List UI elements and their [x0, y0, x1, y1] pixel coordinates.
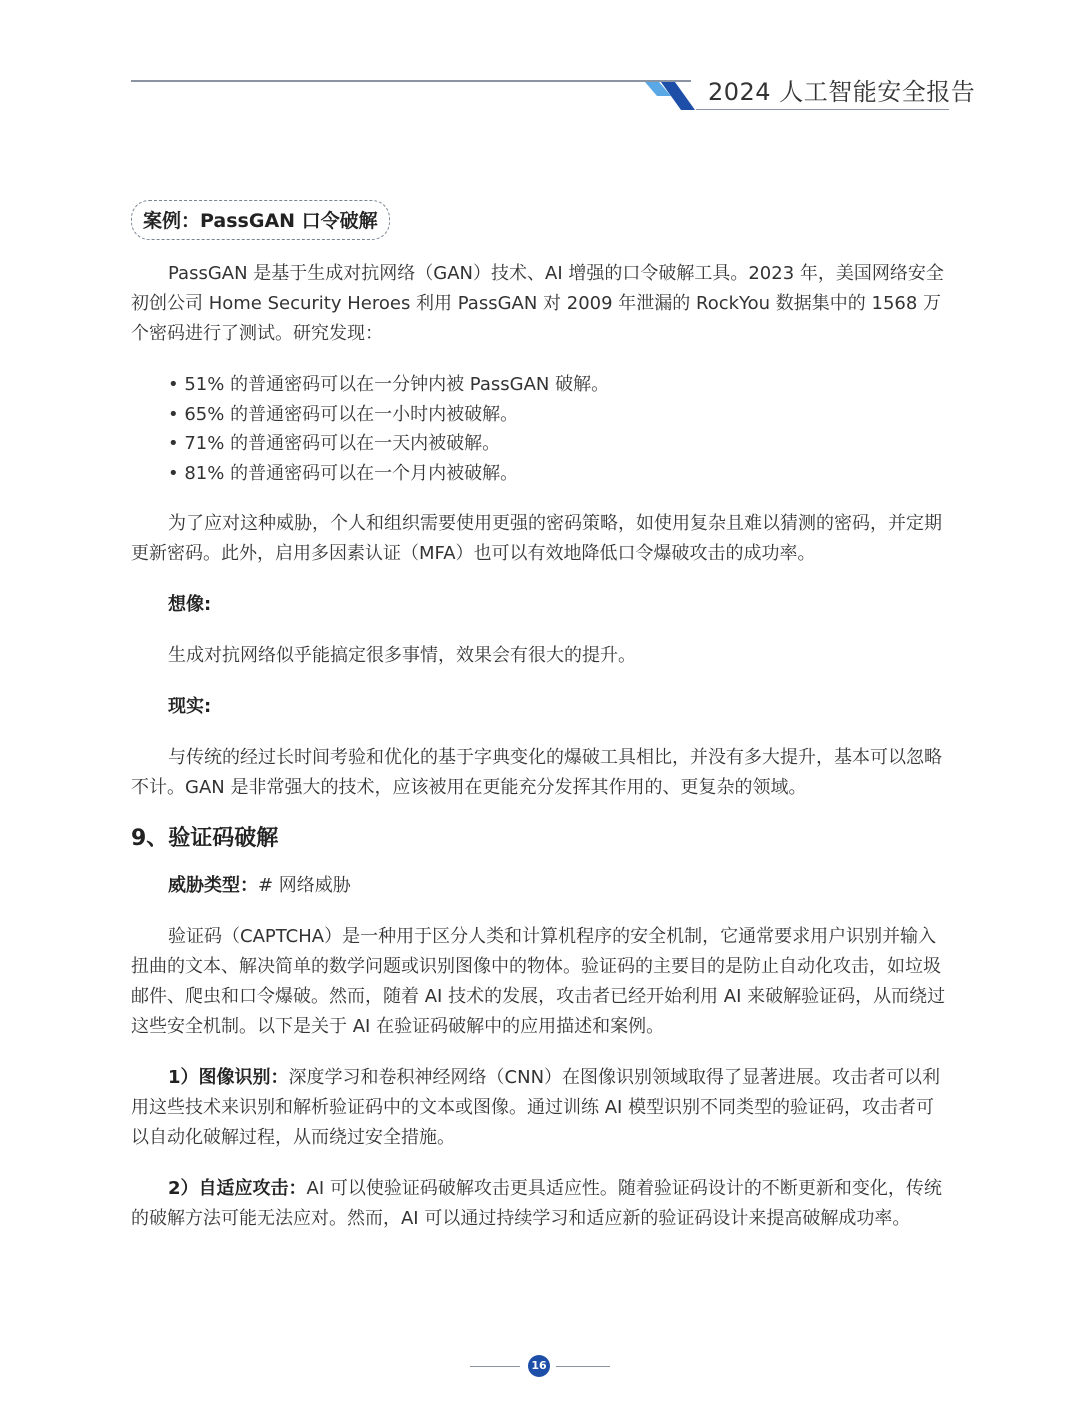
- list-item: • 51% 的普通密码可以在一分钟内被 PassGAN 破解。: [168, 370, 949, 400]
- case-bullet-list: [131, 370, 949, 488]
- case-advice-paragraph: 为了应对这种威胁，个人和组织需要使用更强的密码策略，如使用复杂且难以猜测的密码，并定期更新密码。此外，启用多因素认证（MFA）也可以有效地降低口令爆破攻击的成功率。: [131, 513, 942, 564]
- section-title: 9、验证码破解: [131, 826, 279, 851]
- report-title: 2024 人工智能安全报告: [708, 78, 976, 106]
- case-badge: 案例：PassGAN 口令破解: [131, 200, 390, 240]
- header-underline: [696, 109, 949, 110]
- main-content: [131, 200, 949, 1234]
- list-item: • 65% 的普通密码可以在一小时内被破解。: [168, 400, 949, 430]
- footer-rule-right: [556, 1366, 610, 1367]
- page-number: 16: [528, 1355, 550, 1377]
- header-rule: [131, 80, 691, 82]
- image-recognition-paragraph: [131, 1063, 949, 1153]
- list-item: • 71% 的普通密码可以在一天内被破解。: [168, 429, 949, 459]
- captcha-intro-paragraph: 验证码（CAPTCHA）是一种用于区分人类和计算机程序的安全机制，它通常要求用户识别并输入扭曲的文本、解决简单的数学问题或识别图像中的物体。验证码的主要目的是防止自动化攻击，如垃圾邮件、爬虫和口令爆破。然而，随着 AI 技术的发展，攻击者已经开始利用 AI 来破解验证码，从而绕过这些安全机制。以下是关于 AI 在验证码破解中的应用描述和案例。: [131, 926, 946, 1037]
- threat-type-line: [131, 871, 949, 901]
- page-footer: [470, 1350, 610, 1382]
- header-accent-icon: [645, 80, 705, 112]
- threat-type-label: 威胁类型：: [168, 875, 258, 896]
- footer-rule-left: [470, 1366, 520, 1367]
- threat-type-value: # 网络威胁: [258, 875, 351, 896]
- adaptive-attack-text: AI 可以使验证码破解攻击更具适应性。随着验证码设计的不断更新和变化，传统的破解方法可能无法应对。然而，AI 可以通过持续学习和适应新的验证码设计来提高破解成功率。: [131, 1178, 942, 1229]
- reality-heading: 现实:: [168, 696, 212, 717]
- list-item: • 81% 的普通密码可以在一个月内被破解。: [168, 459, 949, 489]
- image-recognition-label: 1）图像识别：: [168, 1067, 289, 1088]
- image-recognition-text: 深度学习和卷积神经网络（CNN）在图像识别领域取得了显著进展。攻击者可以利用这些技术来识别和解析验证码中的文本或图像。通过训练 AI 模型识别不同类型的验证码，攻击者可以自动化破解过程，从而绕过安全措施。: [131, 1067, 941, 1148]
- reality-paragraph: 与传统的经过长时间考验和优化的基于字典变化的爆破工具相比，并没有多大提升，基本可以忽略不计。GAN 是非常强大的技术，应该被用在更能充分发挥其作用的、更复杂的领域。: [131, 747, 942, 798]
- imagine-heading: 想像:: [168, 594, 212, 615]
- imagine-paragraph: 生成对抗网络似乎能搞定很多事情，效果会有很大的提升。: [168, 645, 636, 666]
- adaptive-attack-label: 2）自适应攻击：: [168, 1178, 307, 1199]
- adaptive-attack-paragraph: [131, 1174, 949, 1234]
- case-intro-paragraph: PassGAN 是基于生成对抗网络（GAN）技术、AI 增强的口令破解工具。2023 年，美国网络安全初创公司 Home Security Heroes 利用 PassGAN 对 2009 年泄漏的 RockYou 数据集中的 1568 万个密码进行了测试。研究发现：: [131, 263, 944, 344]
